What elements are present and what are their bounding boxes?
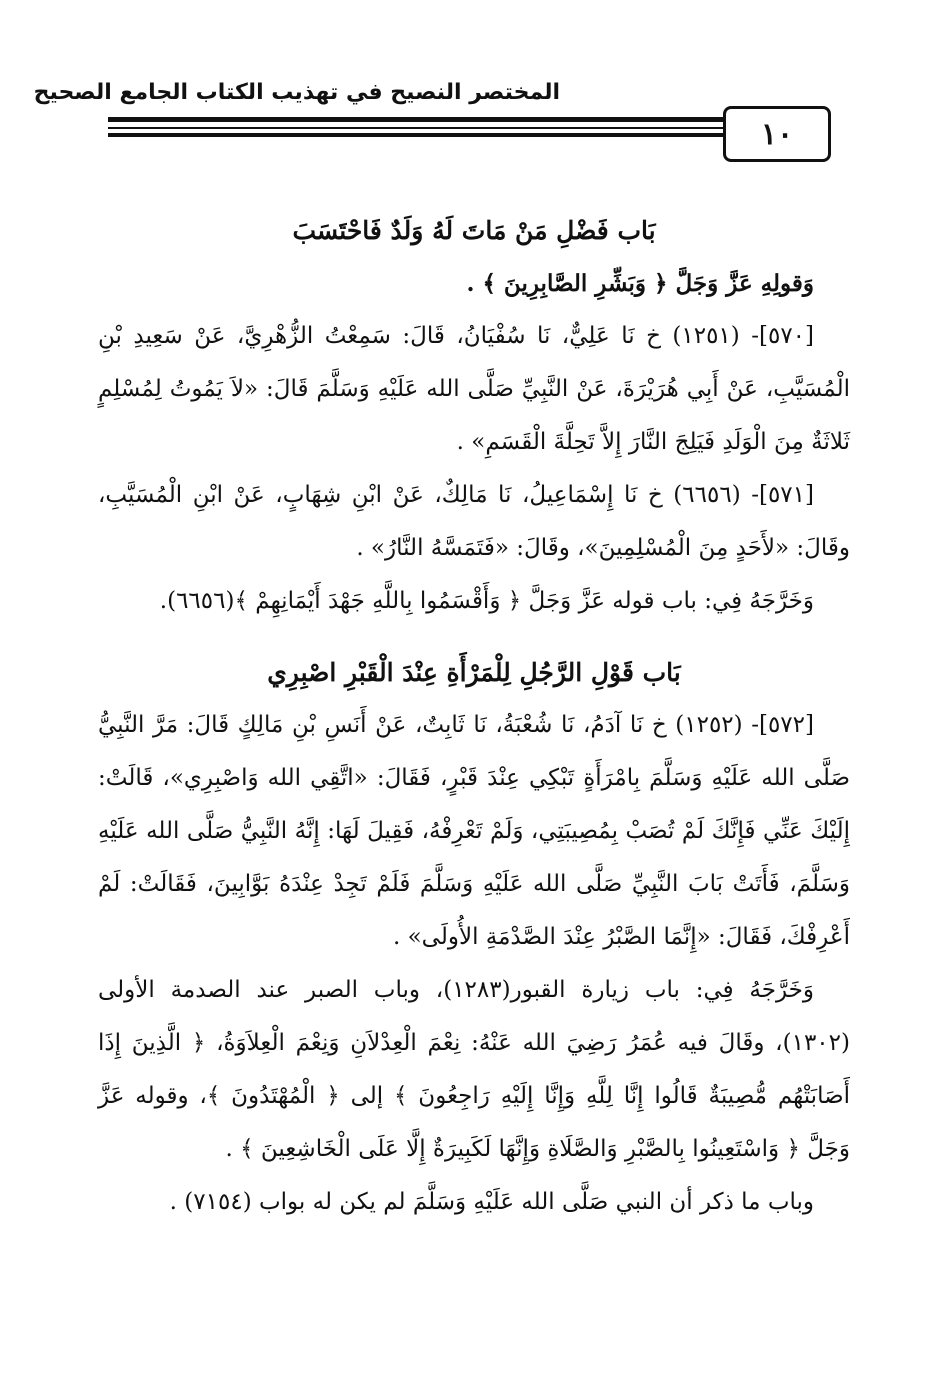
header-rule-middle [108,127,724,129]
takhrij-note: وَخَرَّجَهُ فِي: باب قوله عَزَّ وَجَلَّ ﴿ وَأَقْسَمُوا بِاللَّهِ جَهْدَ أَيْمَانِهِمْ ﴾(٦٦٥٦). [159,588,814,614]
body-text [98,200,850,1229]
takhrij-note: وباب ما ذكر أن النبي صَلَّى الله عَلَيْهِ وَسَلَّمَ لم يكن له بواب (٧١٥٤) . [169,1189,814,1215]
chapter-heading: بَاب فَضْلِ مَنْ مَاتَ لَهُ وَلَدٌ فَاحْتَسَبَ [292,216,656,245]
chapter-heading: بَاب قَوْلِ الرَّجُلِ لِلْمَرْأَةِ عِنْدَ الْقَبْرِ اصْبِرِي [267,658,681,687]
running-title: المختصر النصيح في تهذيب الكتاب الجامع الصحيح [33,80,560,105]
hadith-571: [٥٧١]- (٦٦٥٦) خ نَا إِسْمَاعِيلُ، نَا مَالِكٌ، عَنْ ابْنِ شِهَابٍ، عَنْ ابْنِ الْمُسَيَّبِ، وقَالَ: «لأَحَدٍ مِنَ الْمُسْلِمِينَ»، وقَالَ: «فَتَمَسَّهُ النَّارُ» . [98,482,850,561]
section-gap [98,628,850,642]
takhrij-note: وَخَرَّجَهُ فِي: باب زيارة القبور(١٢٨٣)، وباب الصبر عند الصدمة الأولى (١٣٠٢)، وقَالَ فيه عُمَرُ رَضِيَ الله عَنْهُ: نِعْمَ الْعِدْلاَنِ وَنِعْمَ الْعِلاَوَةُ، ﴿ الَّذِينَ إِذَا أَصَابَتْهُم مُّصِيبَةٌ قَالُوا إِنَّا لِلَّهِ وَإِنَّا إِلَيْهِ رَاجِعُونَ ﴾ إلى ﴿ الْمُهْتَدُونَ ﴾، وقوله عَزَّ وَجَلَّ ﴿ وَاسْتَعِينُوا بِالصَّبْرِ وَالصَّلَاةِ وَإِنَّهَا لَكَبِيرَةٌ إِلَّا عَلَى الْخَاشِعِينَ ﴾ . [98,977,850,1162]
hadith-570: [٥٧٠]- (١٢٥١) خ نَا عَلِيٌّ، نَا سُفْيَانُ، قَالَ: سَمِعْتُ الزُّهْرِيَّ، عَنْ سَعِيدِ بْنِ الْمُسَيَّبِ، عَنْ أَبِي هُرَيْرَةَ، عَنْ النَّبِيِّ صَلَّى الله عَلَيْهِ وَسَلَّمَ قَالَ: «لاَ يَمُوتُ لِمُسْلِمٍ ثَلاثَةٌ مِنَ الْوَلَدِ فَيَلِجَ النَّارَ إِلاَّ تَحِلَّةَ الْقَسَمِ» . [98,323,850,455]
chapter-verse: وَقولِهِ عَزَّ وَجَلَّ ﴿ وَبَشِّرِ الصَّابِرِينَ ﴾ . [466,270,814,297]
page-number: ١٠ [723,106,831,162]
hadith-572: [٥٧٢]- (١٢٥٢) خ نَا آدَمُ، نَا شُعْبَةُ، نَا ثَابِتٌ، عَنْ أَنَسِ بْنِ مَالِكٍ قَالَ: مَرَّ النَّبِيُّ صَلَّى الله عَلَيْهِ وَسَلَّمَ بِامْرَأَةٍ تَبْكِي عِنْدَ قَبْرٍ، فَقَالَ: «اتَّقِي الله وَاصْبِرِي»، قَالَتْ: إِلَيْكَ عَنِّي فَإِنَّكَ لَمْ تُصَبْ بِمُصِيبَتِي، وَلَمْ تَعْرِفْهُ، فَقِيلَ لَهَا: إِنَّهُ النَّبِيُّ صَلَّى الله عَلَيْهِ وَسَلَّمَ، فَأَتَتْ بَابَ النَّبِيِّ صَلَّى الله عَلَيْهِ وَسَلَّمَ فَلَمْ تَجِدْ عِنْدَهُ بَوَّابِينَ، فَقَالَتْ: لَمْ أَعْرِفْكَ، فَقَالَ: «إِنَّمَا الصَّبْرُ عِنْدَ الصَّدْمَةِ الأُولَى» . [98,712,850,950]
header-rule-top [108,117,724,122]
header-rule-bottom [108,133,724,137]
